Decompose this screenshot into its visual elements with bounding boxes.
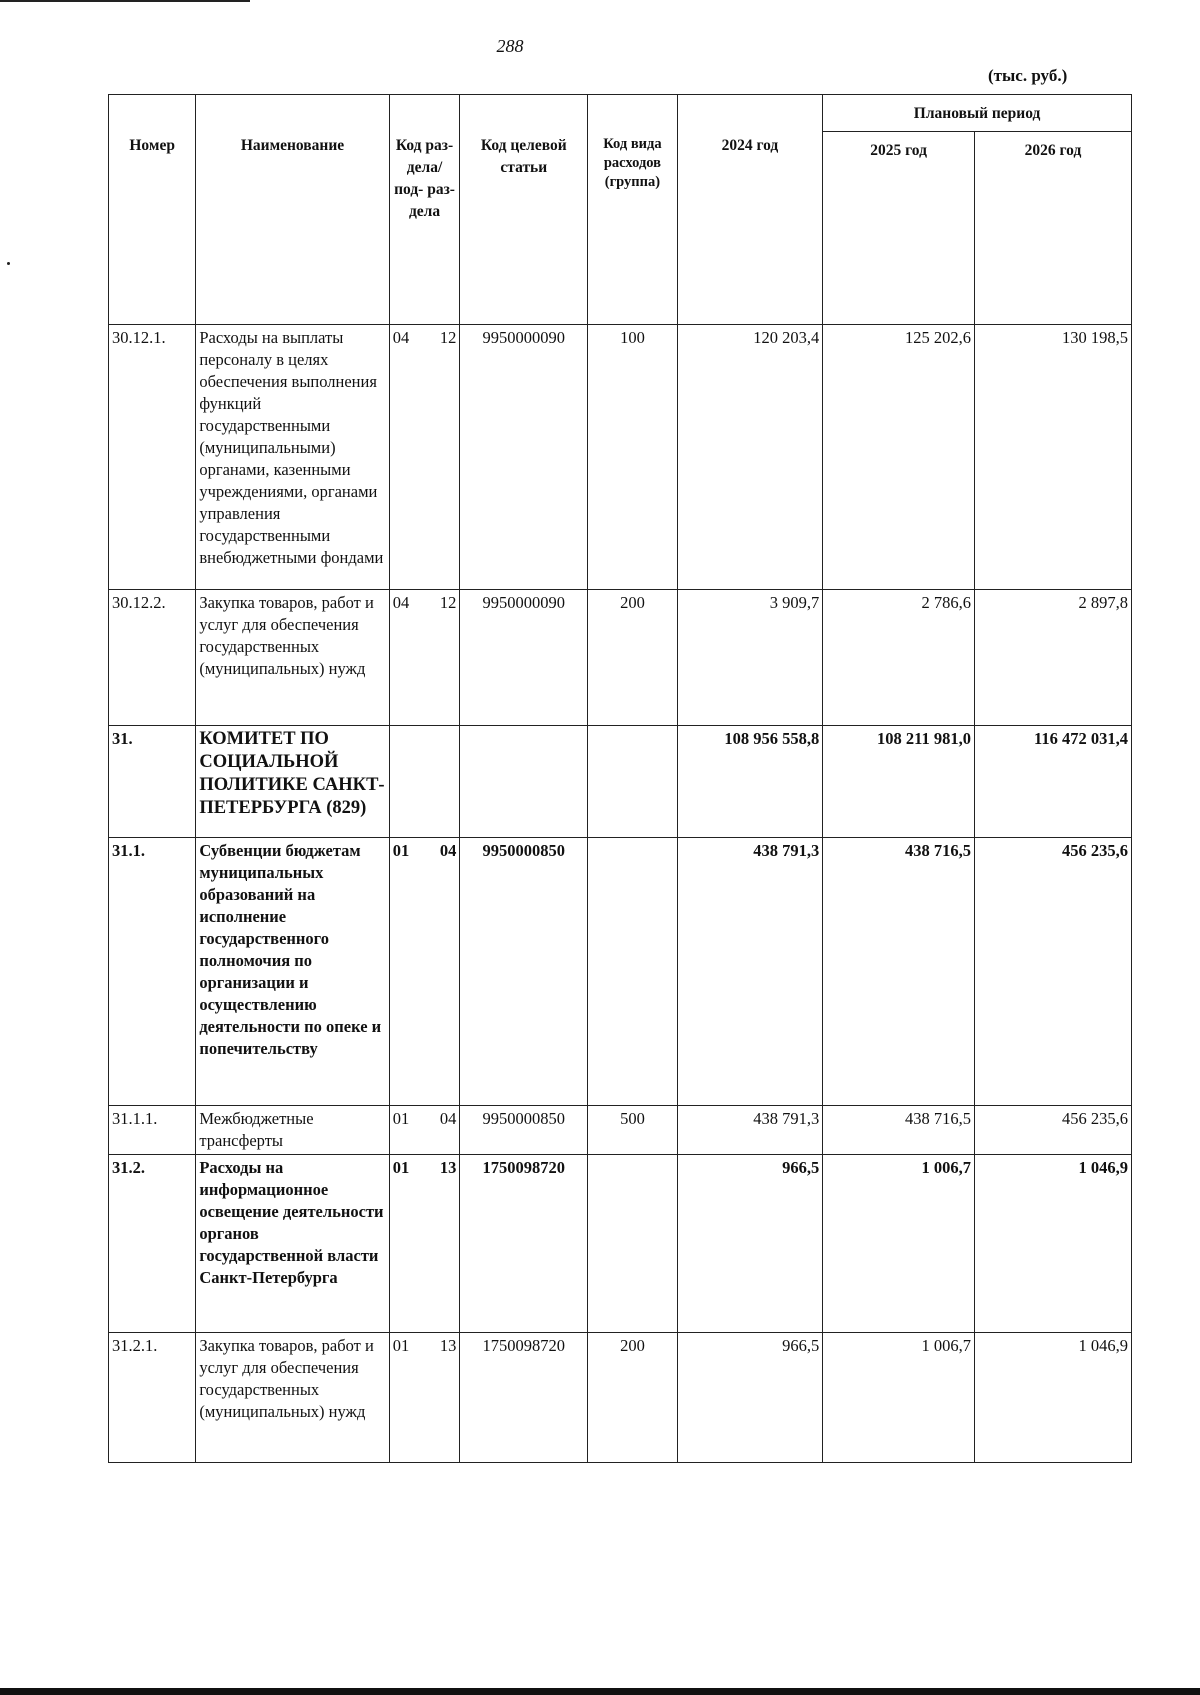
row-expense-type [588,726,677,838]
header-name: Наименование [196,95,389,325]
table-row [109,325,1132,590]
row-amount-2025: 438 716,5 [823,1106,975,1155]
header-target-code: Код целевой статьи [460,95,588,325]
row-number: 31.2.1. [109,1333,196,1463]
row-section: 04 [392,593,410,612]
row-section-code [389,1333,460,1463]
row-amount-2024: 120 203,4 [677,325,823,590]
row-amount-2024: 3 909,7 [677,590,823,726]
row-section-code [389,838,460,1106]
row-number: 30.12.2. [109,590,196,726]
row-section-code [389,590,460,726]
scan-edge-top [0,0,250,2]
header-section-code: Код раз- дела/ под- раз- дела [389,95,460,325]
budget-table [108,94,1132,1463]
row-amount-2026: 116 472 031,4 [974,726,1131,838]
scan-edge-bottom [0,1688,1200,1695]
row-amount-2025: 108 211 981,0 [823,726,975,838]
header-year-2024: 2024 год [677,95,823,325]
row-expense-type: 500 [588,1106,677,1155]
header-number: Номер [109,95,196,325]
row-target-code: 9950000850 [460,1106,588,1155]
row-amount-2026: 130 198,5 [974,325,1131,590]
scan-speck [7,262,10,265]
row-target-code: 9950000850 [460,838,588,1106]
row-section: 01 [392,1158,410,1177]
row-section: 01 [392,1109,410,1128]
row-subsection: 13 [439,1336,457,1355]
row-subsection: 13 [439,1158,457,1177]
row-number: 31.2. [109,1155,196,1333]
table-row [109,726,1132,838]
row-expense-type: 200 [588,590,677,726]
page-number: 288 [496,36,524,56]
row-name: Субвенции бюджетам муниципальных образований на исполнение государственного полномочия по организации и осуществлению деятельности по опеке и попечительству [196,838,389,1106]
row-section-code [389,325,460,590]
row-target-code: 9950000090 [460,325,588,590]
row-target-code: 1750098720 [460,1333,588,1463]
row-amount-2024: 108 956 558,8 [677,726,823,838]
row-amount-2025: 1 006,7 [823,1155,975,1333]
row-name: Закупка товаров, работ и услуг для обеспечения государственных (муниципальных) нужд [196,590,389,726]
row-amount-2026: 1 046,9 [974,1333,1131,1463]
row-subsection: 04 [439,841,457,860]
row-amount-2026: 2 897,8 [974,590,1131,726]
table-row [109,1333,1132,1463]
row-section-code [389,1155,460,1333]
row-section-code [389,726,460,838]
row-amount-2024: 438 791,3 [677,838,823,1106]
row-amount-2024: 438 791,3 [677,1106,823,1155]
table-row [109,1155,1132,1333]
units-label: (тыс. руб.) [988,66,1068,85]
row-expense-type [588,1155,677,1333]
row-section: 04 [392,328,410,347]
table-row [109,590,1132,726]
table-row [109,1106,1132,1155]
row-expense-type [588,838,677,1106]
row-amount-2024: 966,5 [677,1333,823,1463]
row-amount-2026: 1 046,9 [974,1155,1131,1333]
table-row [109,838,1132,1106]
row-section: 01 [392,841,410,860]
row-number: 31. [109,726,196,838]
row-subsection: 12 [439,593,457,612]
row-target-code: 9950000090 [460,590,588,726]
row-expense-type: 200 [588,1333,677,1463]
header-planned-period: Плановый период [823,95,1132,132]
header-expense-type: Код вида расходов (группа) [588,95,677,325]
row-name: КОМИТЕТ ПО СОЦИАЛЬНОЙ ПОЛИТИКЕ САНКТ-ПЕТЕРБУРГА (829) [196,726,389,838]
row-amount-2026: 456 235,6 [974,838,1131,1106]
row-name: Расходы на информационное освещение деятельности органов государственной власти Санкт-Петербурга [196,1155,389,1333]
row-section-code [389,1106,460,1155]
row-target-code [460,726,588,838]
row-subsection: 12 [439,328,457,347]
row-amount-2025: 438 716,5 [823,838,975,1106]
row-amount-2025: 1 006,7 [823,1333,975,1463]
table-body [109,325,1132,1463]
row-amount-2026: 456 235,6 [974,1106,1131,1155]
row-name: Межбюджетные трансферты [196,1106,389,1155]
row-number: 30.12.1. [109,325,196,590]
row-name: Закупка товаров, работ и услуг для обеспечения государственных (муниципальных) нужд [196,1333,389,1463]
header-year-2026: 2026 год [974,132,1131,325]
header-year-2025: 2025 год [823,132,975,325]
row-name: Расходы на выплаты персоналу в целях обеспечения выполнения функций государственными (муниципальными) органами, казенными учреждениями, органами управления государственными внебюджетными фондами [196,325,389,590]
row-amount-2024: 966,5 [677,1155,823,1333]
row-target-code: 1750098720 [460,1155,588,1333]
row-number: 31.1.1. [109,1106,196,1155]
row-amount-2025: 125 202,6 [823,325,975,590]
row-number: 31.1. [109,838,196,1106]
row-subsection: 04 [439,1109,457,1128]
row-expense-type: 100 [588,325,677,590]
row-section: 01 [392,1336,410,1355]
row-amount-2025: 2 786,6 [823,590,975,726]
